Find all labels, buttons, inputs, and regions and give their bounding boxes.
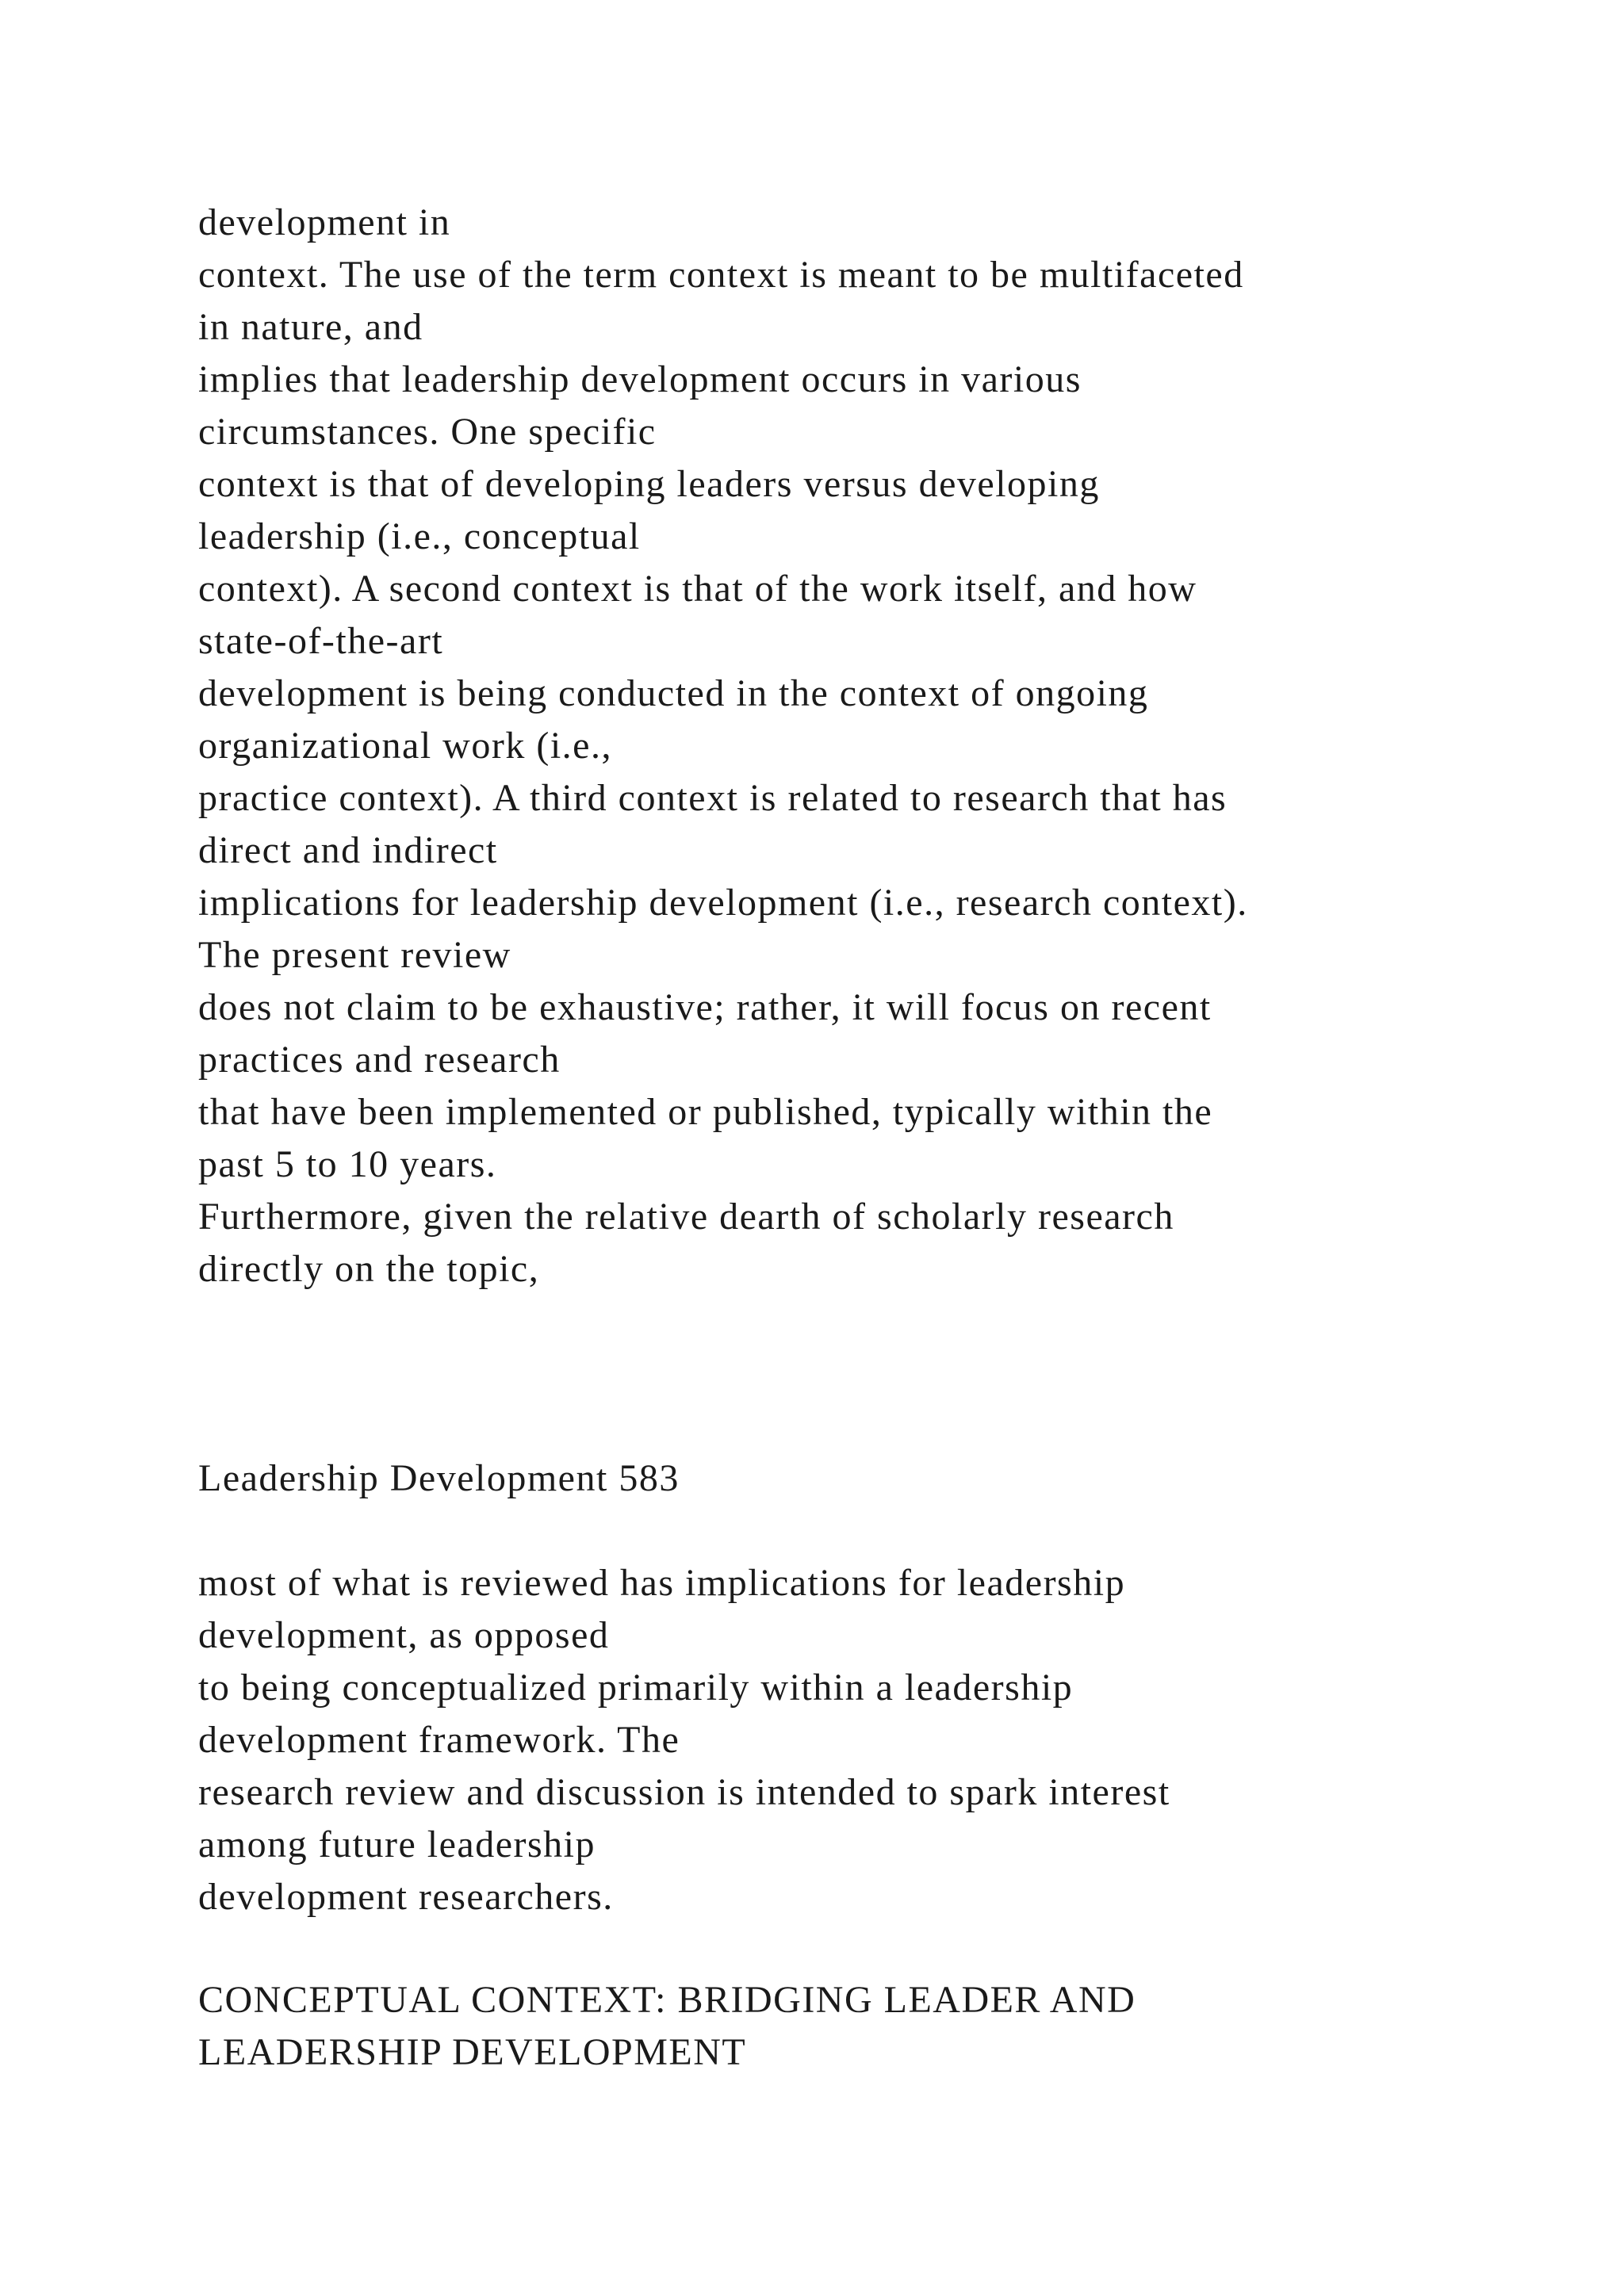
text-line: past 5 to 10 years. — [198, 1143, 497, 1185]
text-line: leadership (i.e., conceptual — [198, 515, 641, 557]
section-heading — [198, 1974, 1586, 2079]
text-line: implications for leadership development (i.e., research context). — [198, 882, 1248, 924]
section-heading-line: CONCEPTUAL CONTEXT: BRIDGING LEADER AND — [198, 1979, 1136, 2021]
text-line: direct and indirect — [198, 829, 498, 871]
text-line: context is that of developing leaders versus developing — [198, 463, 1100, 505]
text-line: development, as opposed — [198, 1614, 610, 1656]
text-line: development framework. The — [198, 1719, 680, 1761]
text-line: research review and discussion is intended to spark interest — [198, 1771, 1170, 1813]
text-line: context). A second context is that of the work itself, and how — [198, 568, 1197, 610]
text-line: context. The use of the term context is meant to be multifaceted — [198, 254, 1244, 296]
text-line: practice context). A third context is related to research that has — [198, 777, 1228, 819]
text-line: directly on the topic, — [198, 1248, 540, 1290]
text-line: development researchers. — [198, 1876, 614, 1918]
text-line: state-of-the-art — [198, 620, 444, 662]
text-line: organizational work (i.e., — [198, 725, 612, 767]
text-line: Furthermore, given the relative dearth of scholarly research — [198, 1196, 1174, 1238]
text-line: circumstances. One specific — [198, 411, 657, 453]
running-header — [198, 1452, 1586, 1505]
body-paragraph-1 — [198, 197, 1586, 1295]
text-line: implies that leadership development occurs in various — [198, 358, 1082, 400]
text-line: The present review — [198, 934, 511, 976]
running-header-text: Leadership Development 583 — [198, 1457, 680, 1499]
text-line: practices and research — [198, 1039, 561, 1081]
text-line: to being conceptualized primarily within a leadership — [198, 1667, 1074, 1709]
text-line: in nature, and — [198, 306, 423, 348]
section-heading-line: LEADERSHIP DEVELOPMENT — [198, 2031, 747, 2073]
text-line: development in — [198, 201, 451, 243]
text-line: development is being conducted in the context of ongoing — [198, 672, 1149, 714]
body-paragraph-2 — [198, 1557, 1586, 1923]
text-line: that have been implemented or published, typically within the — [198, 1091, 1213, 1133]
text-line: most of what is reviewed has implications for leadership — [198, 1562, 1126, 1604]
text-line: does not claim to be exhaustive; rather, it will focus on recent — [198, 986, 1212, 1028]
text-line: among future leadership — [198, 1823, 596, 1866]
